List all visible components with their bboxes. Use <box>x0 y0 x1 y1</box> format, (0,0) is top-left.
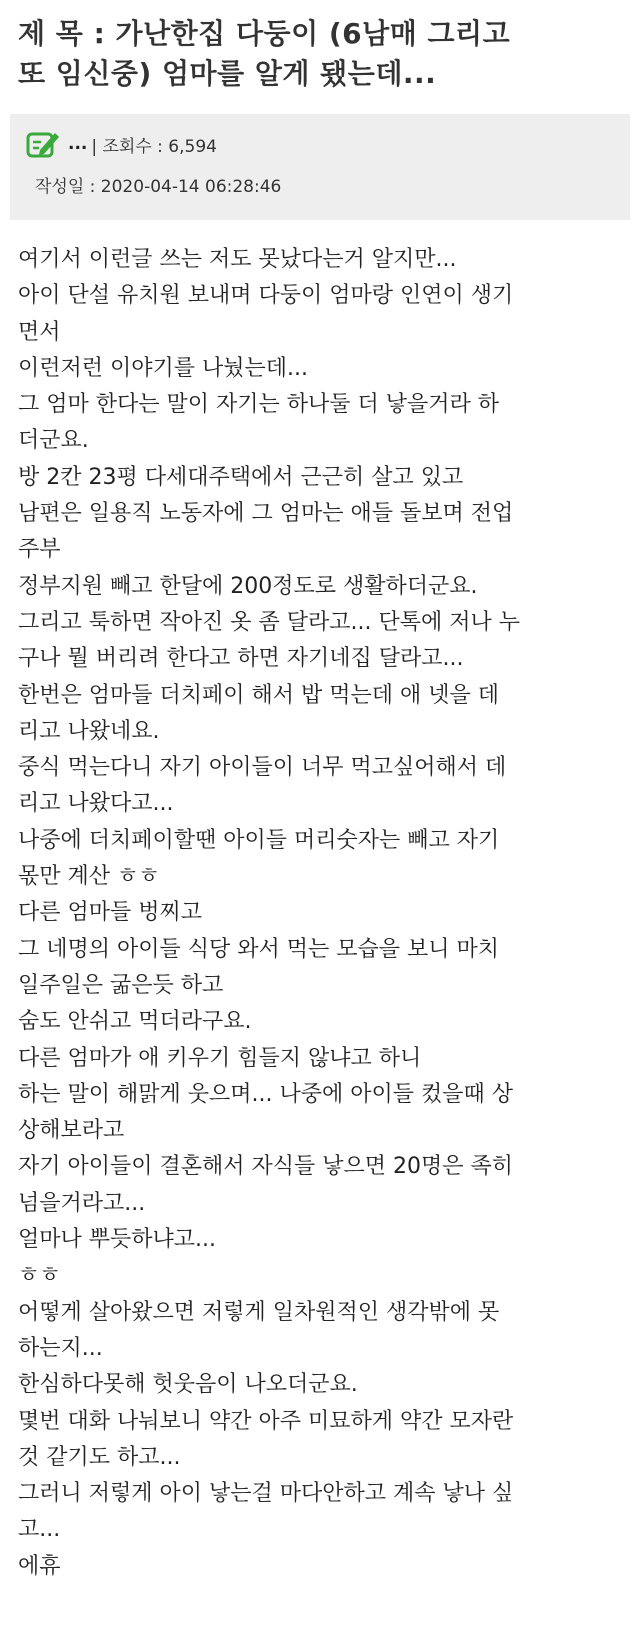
post-meta-row <box>10 126 630 162</box>
body-line: 에휴 <box>18 1553 61 1579</box>
body-line: 한번은 엄마들 더치페이 해서 밥 먹는데 애 넷을 데 <box>18 682 499 708</box>
body-line: 얼마나 뿌듯하냐고... <box>18 1227 216 1253</box>
body-line: 리고 나왔다고... <box>18 791 174 817</box>
body-line: 나중에 더치페이할땐 아이들 머리숫자는 빼고 자기 <box>18 827 500 853</box>
body-line: 방 2칸 23평 다세대주택에서 근근히 살고 있고 <box>18 464 464 490</box>
body-line: 그 엄마 한다는 말이 자기는 하나둘 더 낳을거라 하 <box>18 392 499 418</box>
post-title <box>0 0 640 94</box>
body-line: 상해보라고 <box>18 1118 125 1144</box>
body-line: 주부 <box>18 537 61 563</box>
body-line: 다른 엄마가 애 키우기 힘들지 않냐고 하니 <box>18 1045 422 1071</box>
post-body <box>0 220 640 1585</box>
post-meta <box>10 114 630 220</box>
body-line: 자기 아이들이 결혼해서 자식들 낳으면 20명은 족히 <box>18 1154 513 1180</box>
body-line: 몇번 대화 나눠보니 약간 아주 미묘하게 약간 모자란 <box>18 1408 514 1434</box>
body-line: 아이 단설 유치원 보내며 다둥이 엄마랑 인연이 생기 <box>18 283 514 309</box>
body-line: 그 네명의 아이들 식당 와서 먹는 모습을 보니 마치 <box>18 936 499 962</box>
body-line: 어떻게 살아왔으면 저렇게 일차원적인 생각밖에 못 <box>18 1299 500 1325</box>
body-line: 정부지원 빼고 한달에 200정도로 생활하더군요. <box>18 573 478 599</box>
body-line: 일주일은 굶은듯 하고 <box>18 972 224 998</box>
edit-note-icon <box>26 128 60 160</box>
view-count: | 조회수 : 6,594 <box>91 136 217 157</box>
body-line: 그러니 저렇게 아이 낳는걸 마다안하고 계속 낳나 싶 <box>18 1481 514 1507</box>
post-title-line-2: 또 임신중) 엄마를 알게 됐는데... <box>18 57 437 90</box>
author-name[interactable]: ... <box>68 134 88 154</box>
body-line: 다른 엄마들 벙찌고 <box>18 900 203 926</box>
body-line: 하는지... <box>18 1335 103 1361</box>
body-line: 한심하다못해 헛웃음이 나오더군요. <box>18 1372 358 1398</box>
body-line: 구나 뭘 버리려 한다고 하면 자기네집 달라고... <box>18 646 464 672</box>
body-line: 그리고 툭하면 작아진 옷 좀 달라고... 단톡에 저나 누 <box>18 609 520 635</box>
body-line: ㅎㅎ <box>18 1263 61 1289</box>
body-line: 여기서 이런글 쓰는 저도 못났다는거 알지만... <box>18 247 457 272</box>
body-line: 더군요. <box>18 428 89 454</box>
body-line: 것 같기도 하고... <box>18 1444 181 1470</box>
body-line: 리고 나왔네요. <box>18 718 160 744</box>
body-line: 하는 말이 해맑게 웃으며... 나중에 아이들 컸을때 상 <box>18 1081 513 1107</box>
body-line: 남편은 일용직 노동자에 그 엄마는 애들 돌보며 전업 <box>18 501 514 527</box>
body-line: 몫만 계산 ㅎㅎ <box>18 864 160 890</box>
post-title-line-1: 제 목 : 가난한집 다둥이 (6남매 그리고 <box>18 17 511 50</box>
body-line: 이런저런 이야기를 나눴는데... <box>18 355 308 381</box>
body-line: 면서 <box>18 319 61 345</box>
post-date: 작성일 : 2020-04-14 06:28:46 <box>35 177 282 197</box>
body-line: 고... <box>18 1517 61 1543</box>
body-line: 넘을거라고... <box>18 1190 146 1216</box>
body-line: 숨도 안쉬고 먹더라구요. <box>18 1009 252 1035</box>
body-line: 중식 먹는다니 자기 아이들이 너무 먹고싶어해서 데 <box>18 755 507 781</box>
